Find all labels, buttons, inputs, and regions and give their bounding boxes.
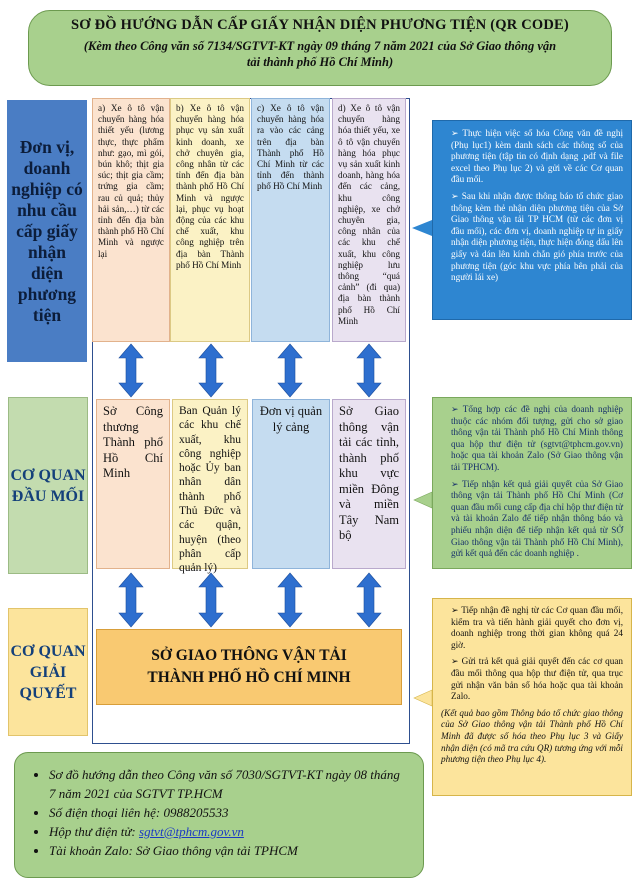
focal-step-1: ➢ Tổng hợp các đề nghị của doanh nghiệp thuộc các nhóm đối tượng, gửi cho sở giao thông vận tải Thành phố Hồ Chí Minh thông qua hộp thư điện tử (sgtvt@tphcm.gov.vn) hoặc qua tài khoản Zalo (Sở Giao thông vận tải TPHCM).: [451, 404, 623, 472]
resolving-step-1: ➢ Tiếp nhận đề nghị từ các Cơ quan đầu mối, kiểm tra và tiến hành giải quyết cho đơn vị, doanh nghiệp trong thời gian không quá 24 giờ.: [451, 605, 623, 650]
contact-email: • Hộp thư điện tử: sgtvt@tphcm.gov.vn: [49, 822, 409, 841]
focal-step-2: ➢ Tiếp nhận kết quả giải quyết của Sở Giao thông vận tải Thành phố Hồ Chí Minh (Cơ quan đầu mối cung cấp địa chỉ hộp thư điện tử và tài khoản Zalo để tiếp nhận thông báo và phiếu nhận diện để tiếp nhận kết quả từ SỞ Giao thông vận tải Thành phố Hồ Chí Minh), gửi kết quả đến các doanh nghiệp .: [451, 478, 623, 559]
focal-management-board-text: Ban Quản lý các khu chế xuất, khu công nghiệp hoặc Ủy ban nhân dân thành phố Thủ Đức và các quận, huyện (theo phân cấp quản lý): [179, 405, 241, 575]
resolving-step-2: ➢ Gửi trả kết quả giải quyết đến các cơ quan đầu mối thông qua hộp thư điện tử, qua trục gửi nhận văn bản số hóa hoặc qua tài khoản Zalo.: [451, 656, 623, 702]
applicant-instructions-panel: [432, 120, 632, 320]
contact-info-list: [33, 765, 409, 860]
category-a-text: a) Xe ô tô vận chuyển hàng hóa thiết yếu (lương thực, thực phẩm như: gạo, mì gói, bún khô; thịt gia súc; thịt gia cầm; trứng gia cầm; rau củ quả; thủy hải sản,…) từ các tỉnh đến địa bàn thành phố Hồ Chí Minh và ngược lại: [98, 103, 164, 259]
email-link[interactable]: sgtvt@tphcm.gov.vn: [139, 824, 244, 839]
arrows-row1-row2: [92, 342, 410, 399]
subtitle-line-1: (Kèm theo Công văn số 7134/SGTVT-KT ngày 09 tháng 7 năm 2021 của Sở Giao thông vận: [83, 39, 557, 53]
category-a-box: [92, 98, 170, 342]
double-arrow-icon: [278, 573, 302, 627]
page-title: SƠ ĐỒ HƯỚNG DẪN CẤP GIẤY NHẬN DIỆN PHƯƠNG TIỆN (QR CODE): [71, 17, 569, 33]
focal-agency-instructions-panel: [432, 397, 632, 569]
resolving-department-line-1: SỞ GIAO THÔNG VẬN TẢI: [151, 647, 347, 664]
subtitle-line-2: tải thành phố Hồ Chí Minh): [246, 55, 394, 69]
focal-provincial-transport-box: [332, 399, 406, 569]
contact-info-box: [14, 752, 424, 878]
label-focal-agency: CƠ QUAN ĐẦU MỐI: [8, 397, 88, 574]
connector-arrow-icon: [414, 492, 432, 508]
double-arrow-icon: [357, 573, 381, 627]
title-banner: [28, 10, 612, 86]
guide-reference: • Sơ đồ hướng dẫn theo Công văn số 7030/SGTVT-KT ngày 08 tháng 7 năm 2021 của SGTVT TP.HCM: [49, 765, 409, 803]
contact-zalo: • Tài khoản Zalo: Sở Giao thông vận tải TPHCM: [49, 841, 409, 860]
resolving-agency-instructions-panel: [432, 598, 632, 796]
double-arrow-icon: [357, 344, 381, 397]
double-arrow-icon: [278, 344, 302, 397]
focal-trade-dept-box: [96, 399, 170, 569]
resolving-department-box: [96, 629, 402, 705]
focal-provincial-transport-text: Sở Giao thông vận tải các tỉnh, thành phố khu vực miền Đông và miền Tây Nam bộ: [339, 404, 399, 542]
category-d-box: [332, 98, 406, 342]
applicant-step-1: ➢ Thực hiện việc số hóa Công văn đề nghị (Phụ lục1) kèm danh sách các thông số của phương tiện (tập tin có định dạng .pdf và file excel theo Phụ lục 2) và gửi về các Cơ quan đầu mối.: [451, 128, 623, 185]
label-resolving-agency: CƠ QUAN GIẢI QUYẾT: [8, 608, 88, 736]
connector-arrow-icon: [412, 220, 432, 236]
double-arrow-icon: [199, 344, 223, 397]
focal-port-unit-text: Đơn vị quản lý cảng: [259, 404, 323, 434]
contact-phone: • Số điện thoại liên hệ: 0988205533: [49, 803, 409, 822]
focal-trade-dept-text: Sở Công thương Thành phố Hồ Chí Minh: [103, 404, 163, 480]
page-subtitle: [41, 38, 599, 70]
double-arrow-icon: [119, 344, 143, 397]
label-applicants: Đơn vị, doanh nghiệp có nhu cầu cấp giấy nhận diện phương tiện: [7, 100, 87, 362]
focal-management-board-box: [172, 399, 248, 575]
category-b-text: b) Xe ô tô vận chuyển hàng hóa phục vụ sản xuất kinh doanh, xe chở chuyên gia, công nhân từ các tỉnh đến địa bàn thành phố Hồ Chí Minh và ngược lại, phục vụ hoạt động của các khu chế xuất, khu công nghiệp trên địa bàn Thành phố Hồ Chí Minh: [176, 103, 244, 270]
applicant-step-2: ➢ Sau khi nhận được thông báo tổ chức giao thông kèm thẻ nhận diện phương tiện của Sở Giao thông vận tải TP HCM (từ các đơn vị đầu mối), các đơn vị, doanh nghiệp tự in giấy nhận diện phương tiện, thực hiện đóng dấu lên giấy và dán lên kính chắn gió phía trước của phương tiện (góc khu vực phía bên phải của người lái xe): [451, 190, 624, 283]
resolving-result-note: (Kết quả bao gồm Thông báo tổ chức giao thông của Sở Giao thông vận tải Thành phố Hồ Chí Minh đã được số hóa theo Phụ lục 3 và Giấy nhận diện (có mã tra cứu QR) tương ứng với mỗi phương tiện theo Phụ lục 4).: [441, 707, 623, 765]
double-arrow-icon: [119, 573, 143, 627]
category-b-box: [170, 98, 250, 342]
arrows-row2-row3: [92, 571, 410, 629]
category-c-box: [251, 98, 330, 342]
category-d-text: d) Xe ô tô vận chuyển hàng hóa thiết yếu, xe ô tô vận chuyển hàng hóa phục vụ sản xuất kinh doanh, hàng hóa đến các cảng, khu công nghiệp, xe chở chuyên gia, công nhân của các khu chế xuất, khu công nghiệp lưu thông “quá cảnh” (đi qua) địa bàn thành phố Hồ Chí Minh: [338, 103, 400, 326]
connector-arrow-icon: [414, 690, 432, 706]
connector-arrow-icon: [410, 200, 432, 340]
double-arrow-icon: [199, 573, 223, 627]
category-c-text: c) Xe ô tô vận chuyển hàng hóa ra vào các cảng trên địa bàn Thành phố Hồ Chí Minh từ các tỉnh đến thành phố Hồ Chí Minh: [257, 103, 324, 192]
resolving-department-line-2: THÀNH PHỐ HỒ CHÍ MINH: [147, 669, 351, 686]
focal-port-unit-box: [252, 399, 330, 569]
